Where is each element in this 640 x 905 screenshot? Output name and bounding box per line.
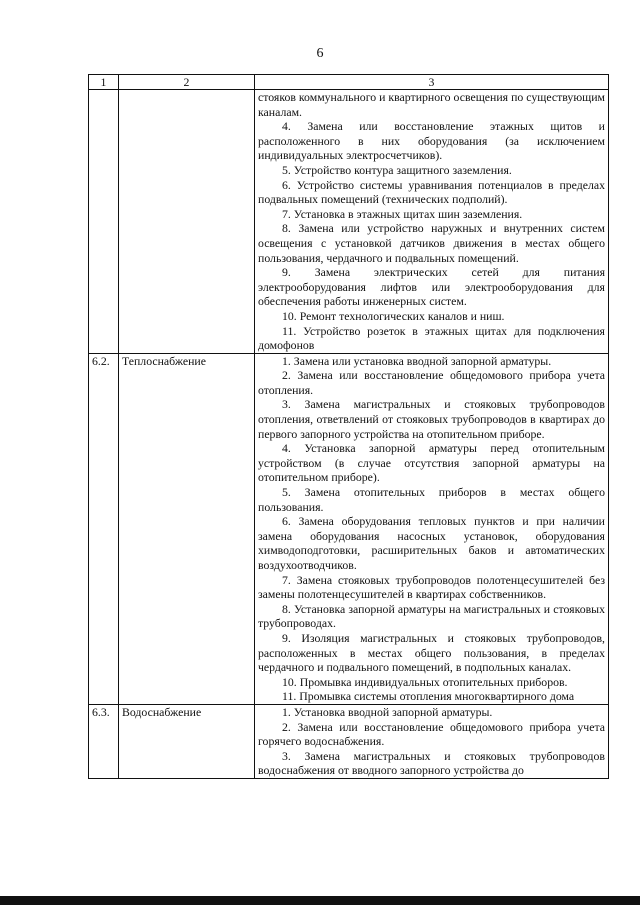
page-number: 6 <box>316 46 324 61</box>
work-item: 4. Замена или восстановление этажных щитов и расположенного в них оборудования (за исключением индивидуальных электросчетчиков). <box>258 119 605 163</box>
work-item: 5. Устройство контура защитного заземления. <box>282 162 512 177</box>
row-number: 6.2. <box>89 353 119 704</box>
work-item: 1. Замена или установка вводной запорной арматуры. <box>282 353 552 368</box>
table-header-row <box>89 75 609 90</box>
row-number <box>89 90 119 354</box>
row-number: 6.3. <box>89 704 119 778</box>
work-item: 10. Промывка индивидуальных отопительных приборов. <box>282 674 568 689</box>
work-item: 9. Замена электрических сетей для питания электрооборудования лифтов или электрооборудования для обеспечения работы инженерных систем. <box>258 265 605 309</box>
row-works-list <box>255 90 609 354</box>
work-item: 10. Ремонт технологических каналов и ниш. <box>282 308 505 323</box>
row-system-name: Теплоснабжение <box>119 353 255 704</box>
works-table <box>88 74 609 779</box>
work-item: 8. Замена или устройство наружных и внутренних систем освещения с установкой датчиков движения в местах общего пользования, чердачного и подвальных помещений. <box>258 221 605 265</box>
work-item: 5. Замена отопительных приборов в местах общего пользования. <box>258 485 605 514</box>
work-item: 2. Замена или восстановление общедомового прибора учета отопления. <box>258 368 605 397</box>
work-item: стояков коммунального и квартирного освещения по существующим каналам. <box>258 90 605 119</box>
work-item: 11. Устройство розеток в этажных щитах для подключения домофонов <box>258 323 605 353</box>
work-item: 7. Замена стояковых трубопроводов полотенцесушителей без замены полотенцесушителей в квартирах собственников. <box>258 572 605 602</box>
table-row <box>89 353 609 704</box>
table-row <box>89 90 609 354</box>
work-item: 8. Установка запорной арматуры на магистральных и стояковых трубопроводах. <box>258 601 605 631</box>
row-system-name <box>119 90 255 354</box>
row-works-list <box>255 704 609 778</box>
header-col-3: 3 <box>255 75 609 90</box>
work-item: 3. Замена магистральных и стояковых трубопроводов отопления, ответвлений от стояковых трубопроводов в квартирах до первого запорного устройства на отопительном приборе. <box>258 397 605 441</box>
work-item: 11. Промывка системы отопления многоквартирного дома <box>282 689 575 704</box>
work-item: 4. Установка запорной арматуры перед отопительным устройством (в случае отсутствия запорной арматуры на отопительном приборе). <box>258 441 605 485</box>
work-item: 3. Замена магистральных и стояковых трубопроводов водоснабжения от вводного запорного устройства до <box>258 748 605 778</box>
table-row <box>89 704 609 778</box>
work-item: 2. Замена или восстановление общедомового прибора учета горячего водоснабжения. <box>258 719 605 749</box>
header-col-1: 1 <box>89 75 119 90</box>
row-works-list <box>255 353 609 704</box>
work-item: 7. Установка в этажных щитах шин заземления. <box>282 206 523 221</box>
work-item: 1. Установка вводной запорной арматуры. <box>282 704 493 719</box>
table-body <box>89 90 609 779</box>
header-col-2: 2 <box>119 75 255 90</box>
work-item: 6. Устройство системы уравнивания потенциалов в пределах подвальных помещений (технических подполий). <box>258 177 605 207</box>
work-item: 6. Замена оборудования тепловых пунктов и при наличии замена оборудования насосных установок, оборудования химводоподготовки, расширительных баков и автоматических воздухоотводчиков. <box>258 514 605 572</box>
work-item: 9. Изоляция магистральных и стояковых трубопроводов, расположенных в местах общего пользования, в пределах чердачного и подвального помещений, в подпольных каналах. <box>258 630 605 675</box>
scan-edge-bar <box>0 896 640 905</box>
row-system-name: Водоснабжение <box>119 704 255 778</box>
